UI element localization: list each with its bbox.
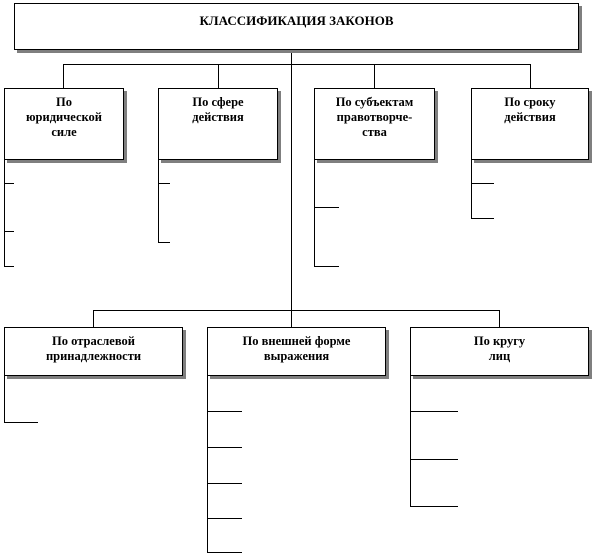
category-box-lawmakers: По субъектам правотворче- ства bbox=[314, 88, 435, 160]
category-box-persons: По кругу лиц bbox=[410, 327, 589, 376]
title-box: КЛАССИФИКАЦИЯ ЗАКОНОВ bbox=[14, 3, 579, 50]
category-box-external-form: По внешней форме выражения bbox=[207, 327, 386, 376]
category-box-legal-force: По юридической силе bbox=[4, 88, 124, 160]
category-box-scope: По сфере действия bbox=[158, 88, 278, 160]
category-box-branch: По отраслевой принадлежности bbox=[4, 327, 183, 376]
category-box-term: По сроку действия bbox=[471, 88, 589, 160]
